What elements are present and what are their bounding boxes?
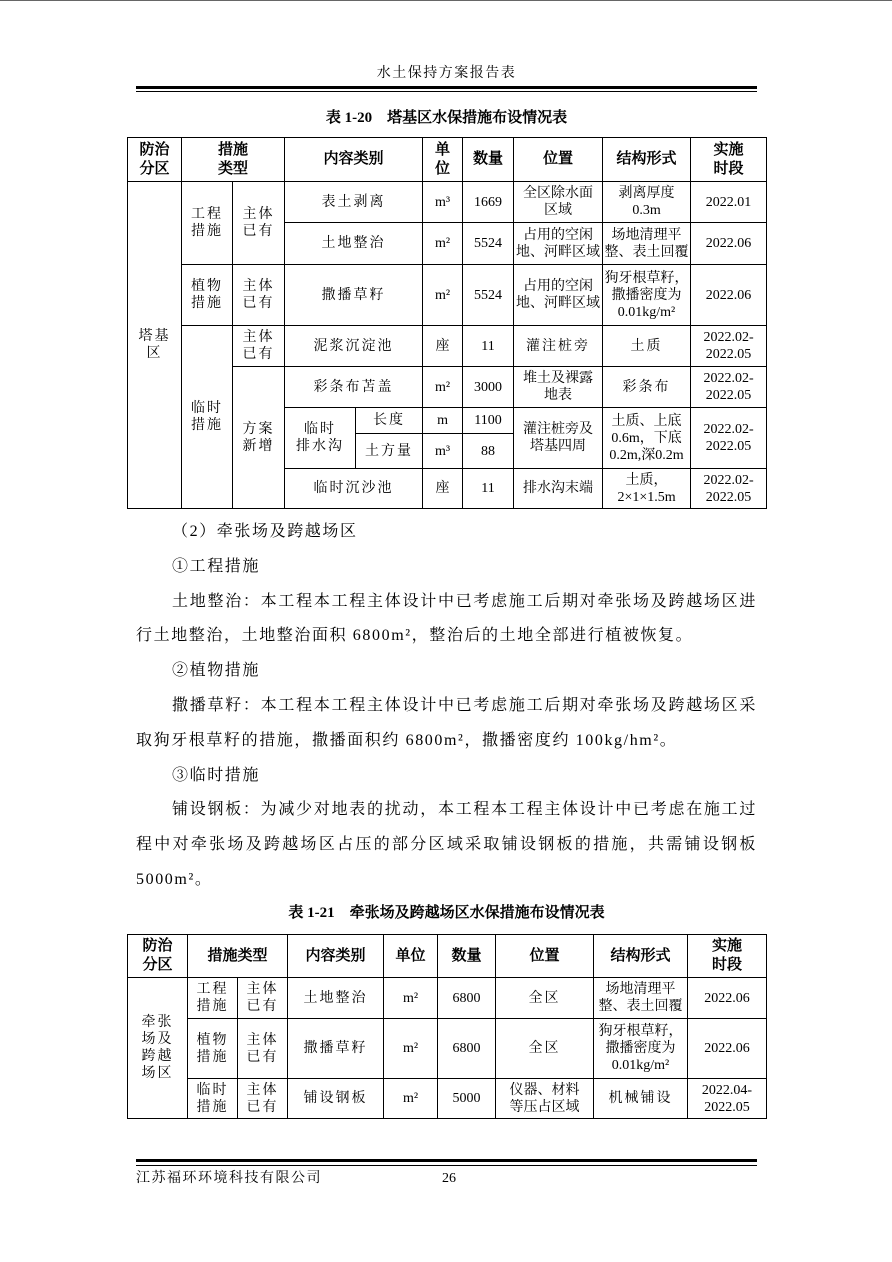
- quantity-cell: 6800: [438, 978, 496, 1019]
- header-zone: 防治 分区: [128, 935, 188, 978]
- table-1-20: [127, 137, 767, 509]
- quantity-cell: 1669: [463, 182, 514, 223]
- period-cell: 2022.01: [691, 182, 767, 223]
- header-location: 位置: [514, 138, 603, 182]
- vegetation-heading: ②植物措施: [172, 662, 261, 680]
- period-cell: 2022.06: [691, 223, 767, 265]
- paragraph-line: 行土地整治，土地整治面积 6800m²，整治后的土地全部进行植被恢复。: [136, 627, 694, 645]
- paragraph-line: 5000m²。: [136, 870, 213, 888]
- content-cell: 铺设钢板: [288, 1079, 384, 1119]
- quantity-cell: 5524: [463, 265, 514, 326]
- table-row: [128, 1019, 767, 1079]
- table-row: [128, 182, 767, 223]
- footer-rule-thick: [136, 1159, 757, 1162]
- table-1-20-caption: 表 1-20 塔基区水保措施布设情况表: [325, 110, 568, 126]
- unit-cell: m³: [423, 434, 463, 469]
- content-cell: 长度: [356, 408, 423, 434]
- header-location: 位置: [496, 935, 594, 978]
- period-cell: 2022.06: [688, 978, 767, 1019]
- header-measure-type: 措施类型: [188, 935, 288, 978]
- table-row: [128, 978, 767, 1019]
- section-heading: （2）牵张场及跨越场区: [172, 523, 358, 540]
- table-1-21-caption: 表 1-21 牵张场及跨越场区水保措施布设情况表: [288, 905, 605, 921]
- structure-cell: 土质， 2×1×1.5m: [603, 469, 691, 509]
- unit-cell: m²: [423, 223, 463, 265]
- quantity-cell: 11: [463, 326, 514, 367]
- location-cell: 占用的空闲 地、河畔区域: [514, 223, 603, 265]
- table-row: [128, 265, 767, 326]
- zone-cell: 塔基 区: [128, 182, 182, 509]
- running-header-title: 水土保持方案报告表: [376, 66, 517, 81]
- location-cell: 全区除水面 区域: [514, 182, 603, 223]
- content-cell: 撒播草籽: [285, 265, 423, 326]
- location-cell: 全区: [496, 978, 594, 1019]
- location-cell: 占用的空闲 地、河畔区域: [514, 265, 603, 326]
- location-cell: 排水沟末端: [514, 469, 603, 509]
- content-cell: 临时沉沙池: [285, 469, 423, 509]
- structure-cell: 机械铺设: [594, 1079, 688, 1119]
- structure-cell: 狗牙根草籽， 撒播密度为 0.01kg/m²: [603, 265, 691, 326]
- header-quantity: 数量: [463, 138, 514, 182]
- location-cell: 灌注桩旁及 塔基四周: [514, 408, 603, 469]
- content-cell: 土方量: [356, 434, 423, 469]
- structure-cell: 土质: [603, 326, 691, 367]
- unit-cell: m²: [423, 367, 463, 408]
- measure-type-cell: 工程 措施: [188, 978, 238, 1019]
- measure-type-cell: 植物 措施: [188, 1019, 238, 1079]
- zone-cell: 牵张 场及 跨越 场区: [128, 978, 188, 1119]
- footer-company: 江苏福环环境科技有限公司: [136, 1171, 322, 1186]
- source-cell: 主体 已有: [238, 1079, 288, 1119]
- structure-cell: 土质、上底 0.6m，下底 0.2m,深0.2m: [603, 408, 691, 469]
- quantity-cell: 5000: [438, 1079, 496, 1119]
- structure-cell: 剥离厚度 0.3m: [603, 182, 691, 223]
- header-period: 实施 时段: [691, 138, 767, 182]
- unit-cell: m²: [384, 1019, 438, 1079]
- header-structure: 结构形式: [594, 935, 688, 978]
- location-cell: 堆土及裸露 地表: [514, 367, 603, 408]
- quantity-cell: 5524: [463, 223, 514, 265]
- content-cell: 泥浆沉淀池: [285, 326, 423, 367]
- table-row: [128, 326, 767, 367]
- table-1-21: [127, 934, 767, 1119]
- page-edge-line: [0, 0, 892, 1]
- measure-engineering: 工程 措施: [182, 182, 233, 265]
- header-rule-thin: [136, 91, 757, 92]
- measure-temporary: 临时 措施: [182, 326, 233, 509]
- header-unit: 单 位: [423, 138, 463, 182]
- location-cell: 全区: [496, 1019, 594, 1079]
- location-cell: 灌注桩旁: [514, 326, 603, 367]
- footer-rule-thin: [136, 1165, 757, 1166]
- period-cell: 2022.02- 2022.05: [691, 408, 767, 469]
- quantity-cell: 1100: [463, 408, 514, 434]
- paragraph-line: 撒播草籽：本工程本工程主体设计中已考虑施工后期对牵张场及跨越场区采: [172, 696, 757, 714]
- location-cell: 仪器、材料 等压占区域: [496, 1079, 594, 1119]
- content-cell: 土地整治: [285, 223, 423, 265]
- unit-cell: m²: [423, 265, 463, 326]
- engineering-heading: ①工程措施: [172, 557, 261, 575]
- paragraph-line: 程中对牵张场及跨越场区占压的部分区域采取铺设钢板的措施，共需铺设钢板: [136, 836, 757, 854]
- period-cell: 2022.02- 2022.05: [691, 326, 767, 367]
- paragraph-line: 铺设钢板：为减少对地表的扰动，本工程本工程主体设计中已考虑在施工过: [172, 801, 757, 819]
- period-cell: 2022.06: [688, 1019, 767, 1079]
- structure-cell: 狗牙根草籽， 撒播密度为 0.01kg/m²: [594, 1019, 688, 1079]
- table-header-row: [128, 138, 767, 182]
- header-content: 内容类别: [285, 138, 423, 182]
- period-cell: 2022.06: [691, 265, 767, 326]
- header-content: 内容类别: [288, 935, 384, 978]
- period-cell: 2022.02- 2022.05: [691, 469, 767, 509]
- structure-cell: 场地清理平 整、表土回覆: [603, 223, 691, 265]
- section-body: [136, 515, 757, 898]
- quantity-cell: 88: [463, 434, 514, 469]
- source-temporary-new: 方案 新增: [233, 367, 285, 509]
- header-zone: 防治 分区: [128, 138, 182, 182]
- paragraph-line: 取狗牙根草籽的措施，撒播面积约 6800m²，撒播密度约 100kg/hm²。: [136, 731, 678, 749]
- ditch-cell: 临时 排水沟: [285, 408, 356, 469]
- source-engineering: 主体 已有: [233, 182, 285, 265]
- unit-cell: m: [423, 408, 463, 434]
- period-cell: 2022.02- 2022.05: [691, 367, 767, 408]
- structure-cell: 场地清理平 整、表土回覆: [594, 978, 688, 1019]
- source-cell: 主体 已有: [238, 978, 288, 1019]
- header-period: 实施 时段: [688, 935, 767, 978]
- content-cell: 彩条布苫盖: [285, 367, 423, 408]
- quantity-cell: 11: [463, 469, 514, 509]
- paragraph-line: 土地整治：本工程本工程主体设计中已考虑施工后期对牵张场及跨越场区进: [172, 592, 757, 610]
- quantity-cell: 6800: [438, 1019, 496, 1079]
- source-cell: 主体 已有: [238, 1019, 288, 1079]
- table-header-row: [128, 935, 767, 978]
- period-cell: 2022.04- 2022.05: [688, 1079, 767, 1119]
- unit-cell: 座: [423, 469, 463, 509]
- source-vegetation: 主体 已有: [233, 265, 285, 326]
- quantity-cell: 3000: [463, 367, 514, 408]
- header-quantity: 数量: [438, 935, 496, 978]
- content-cell: 土地整治: [288, 978, 384, 1019]
- temporary-heading: ③临时措施: [172, 766, 261, 784]
- table-row: [128, 1079, 767, 1119]
- page-number: 26: [442, 1171, 456, 1186]
- source-temporary-main: 主体 已有: [233, 326, 285, 367]
- header-measure-type: 措施 类型: [182, 138, 285, 182]
- unit-cell: m²: [384, 978, 438, 1019]
- header-structure: 结构形式: [603, 138, 691, 182]
- unit-cell: 座: [423, 326, 463, 367]
- header-rule-thick: [136, 86, 757, 89]
- content-cell: 表土剥离: [285, 182, 423, 223]
- unit-cell: m²: [384, 1079, 438, 1119]
- measure-vegetation: 植物 措施: [182, 265, 233, 326]
- unit-cell: m³: [423, 182, 463, 223]
- measure-type-cell: 临时 措施: [188, 1079, 238, 1119]
- content-cell: 撒播草籽: [288, 1019, 384, 1079]
- header-unit: 单位: [384, 935, 438, 978]
- structure-cell: 彩条布: [603, 367, 691, 408]
